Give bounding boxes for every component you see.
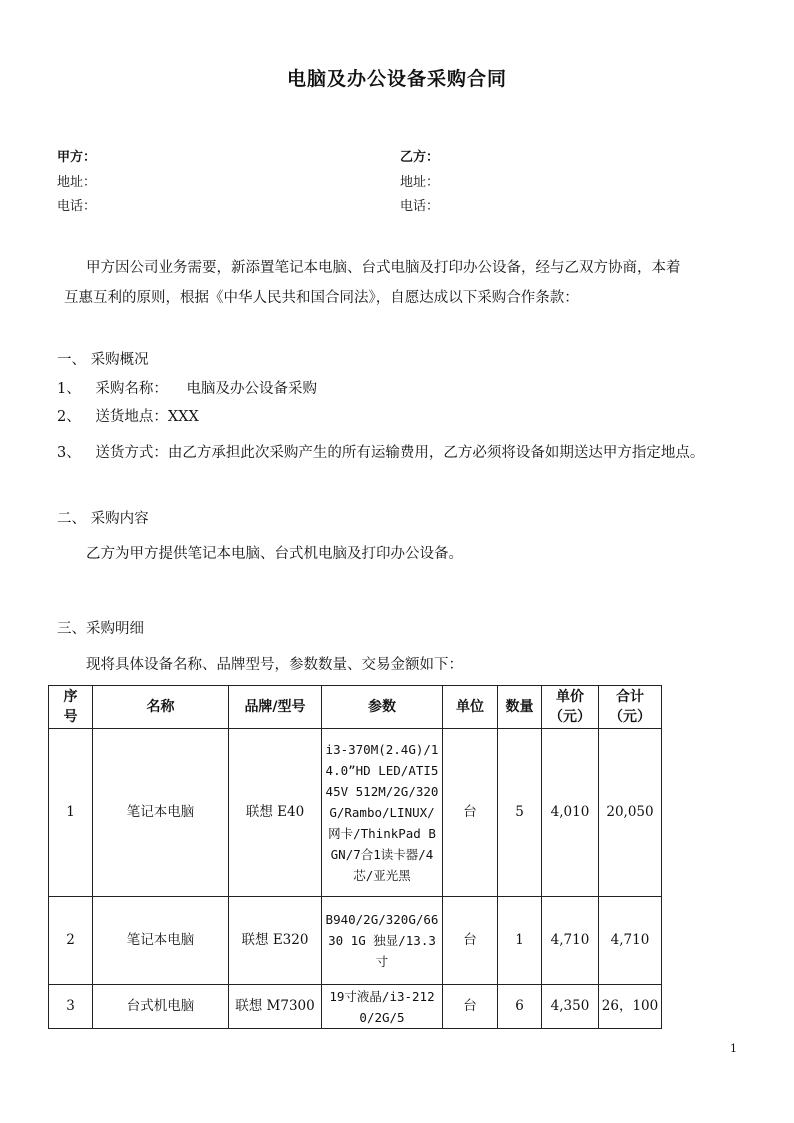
item-number: 3、 [57,445,81,461]
cell-price: 4,010 [542,729,599,897]
header-params: 参数 [322,686,443,729]
equipment-table [48,685,662,1029]
section1-item-3 [57,438,704,468]
party-a-phone-label: 电话： [57,199,97,214]
cell-unit: 台 [443,897,498,985]
intro-line-2: 互惠互利的原则，根据《中华人民共和国合同法》，自愿达成以下采购合作条款： [64,290,579,306]
party-a-label: 甲方： [57,150,97,165]
cell-model: 联想 M7300 [229,985,322,1029]
section1-item-1 [57,374,317,404]
item-number: 1、 [57,381,81,397]
header-price: 单价 （元） [542,686,599,729]
party-b-label: 乙方： [400,150,440,165]
cell-name: 台式机电脑 [93,985,229,1029]
cell-model: 联想 E40 [229,729,322,897]
item-text: 送货地点：XXX [95,409,199,425]
cell-params: 19寸液晶/i3-2120/2G/5 [322,985,443,1029]
cell-qty: 5 [498,729,542,897]
section3-body: 现将具体设备名称、品牌型号，参数数量、交易金额如下： [86,657,463,673]
page-number: 1 [730,1042,737,1055]
section3-heading: 三、采购明细 [57,621,144,637]
intro-line-1: 甲方因公司业务需要，新添置笔记本电脑、台式电脑及打印办公设备，经与乙双方协商，本着 [86,260,681,276]
table-row [49,897,662,985]
party-b-address-label: 地址： [400,175,440,190]
item-label: 采购名称： [95,381,168,397]
section1-heading: 一、 采购概况 [57,352,149,368]
cell-params: B940/2G/320G/6630 1G 独显/13.3寸 [322,897,443,985]
cell-price: 4,710 [542,897,599,985]
cell-qty: 1 [498,897,542,985]
cell-name: 笔记本电脑 [93,729,229,897]
cell-unit: 台 [443,729,498,897]
item-number: 2、 [57,409,81,425]
table-header-row [49,686,662,729]
cell-params: i3-370M(2.4G)/14.0”HD LED/ATI545V 512M/2G/320G/Rambo/LINUX/网卡/ThinkPad BGN/7合1读卡器/4芯/亚光黑 [322,729,443,897]
cell-price: 4,350 [542,985,599,1029]
party-a-address-label: 地址： [57,175,97,190]
header-model: 品牌/型号 [229,686,322,729]
header-total: 合计 （元） [599,686,662,729]
page-title: 电脑及办公设备采购合同 [286,68,507,90]
cell-total: 20,050 [599,729,662,897]
section1-item-2 [57,402,199,432]
header-qty: 数量 [498,686,542,729]
cell-seq: 2 [49,897,93,985]
table-row [49,729,662,897]
header-name: 名称 [93,686,229,729]
section2-body: 乙方为甲方提供笔记本电脑、台式机电脑及打印办公设备。 [86,546,463,562]
item-value: 电脑及办公设备采购 [186,381,317,397]
cell-seq: 1 [49,729,93,897]
cell-total: 26，100 [599,985,662,1029]
cell-unit: 台 [443,985,498,1029]
section2-heading: 二、 采购内容 [57,511,149,527]
cell-name: 笔记本电脑 [93,897,229,985]
header-seq: 序 号 [49,686,93,729]
cell-total: 4,710 [599,897,662,985]
cell-model: 联想 E320 [229,897,322,985]
party-b-phone-label: 电话： [400,199,440,214]
item-text: 送货方式：由乙方承担此次采购产生的所有运输费用，乙方必须将设备如期送达甲方指定地点。 [95,445,705,461]
header-unit: 单位 [443,686,498,729]
cell-qty: 6 [498,985,542,1029]
cell-seq: 3 [49,985,93,1029]
table-row [49,985,662,1029]
